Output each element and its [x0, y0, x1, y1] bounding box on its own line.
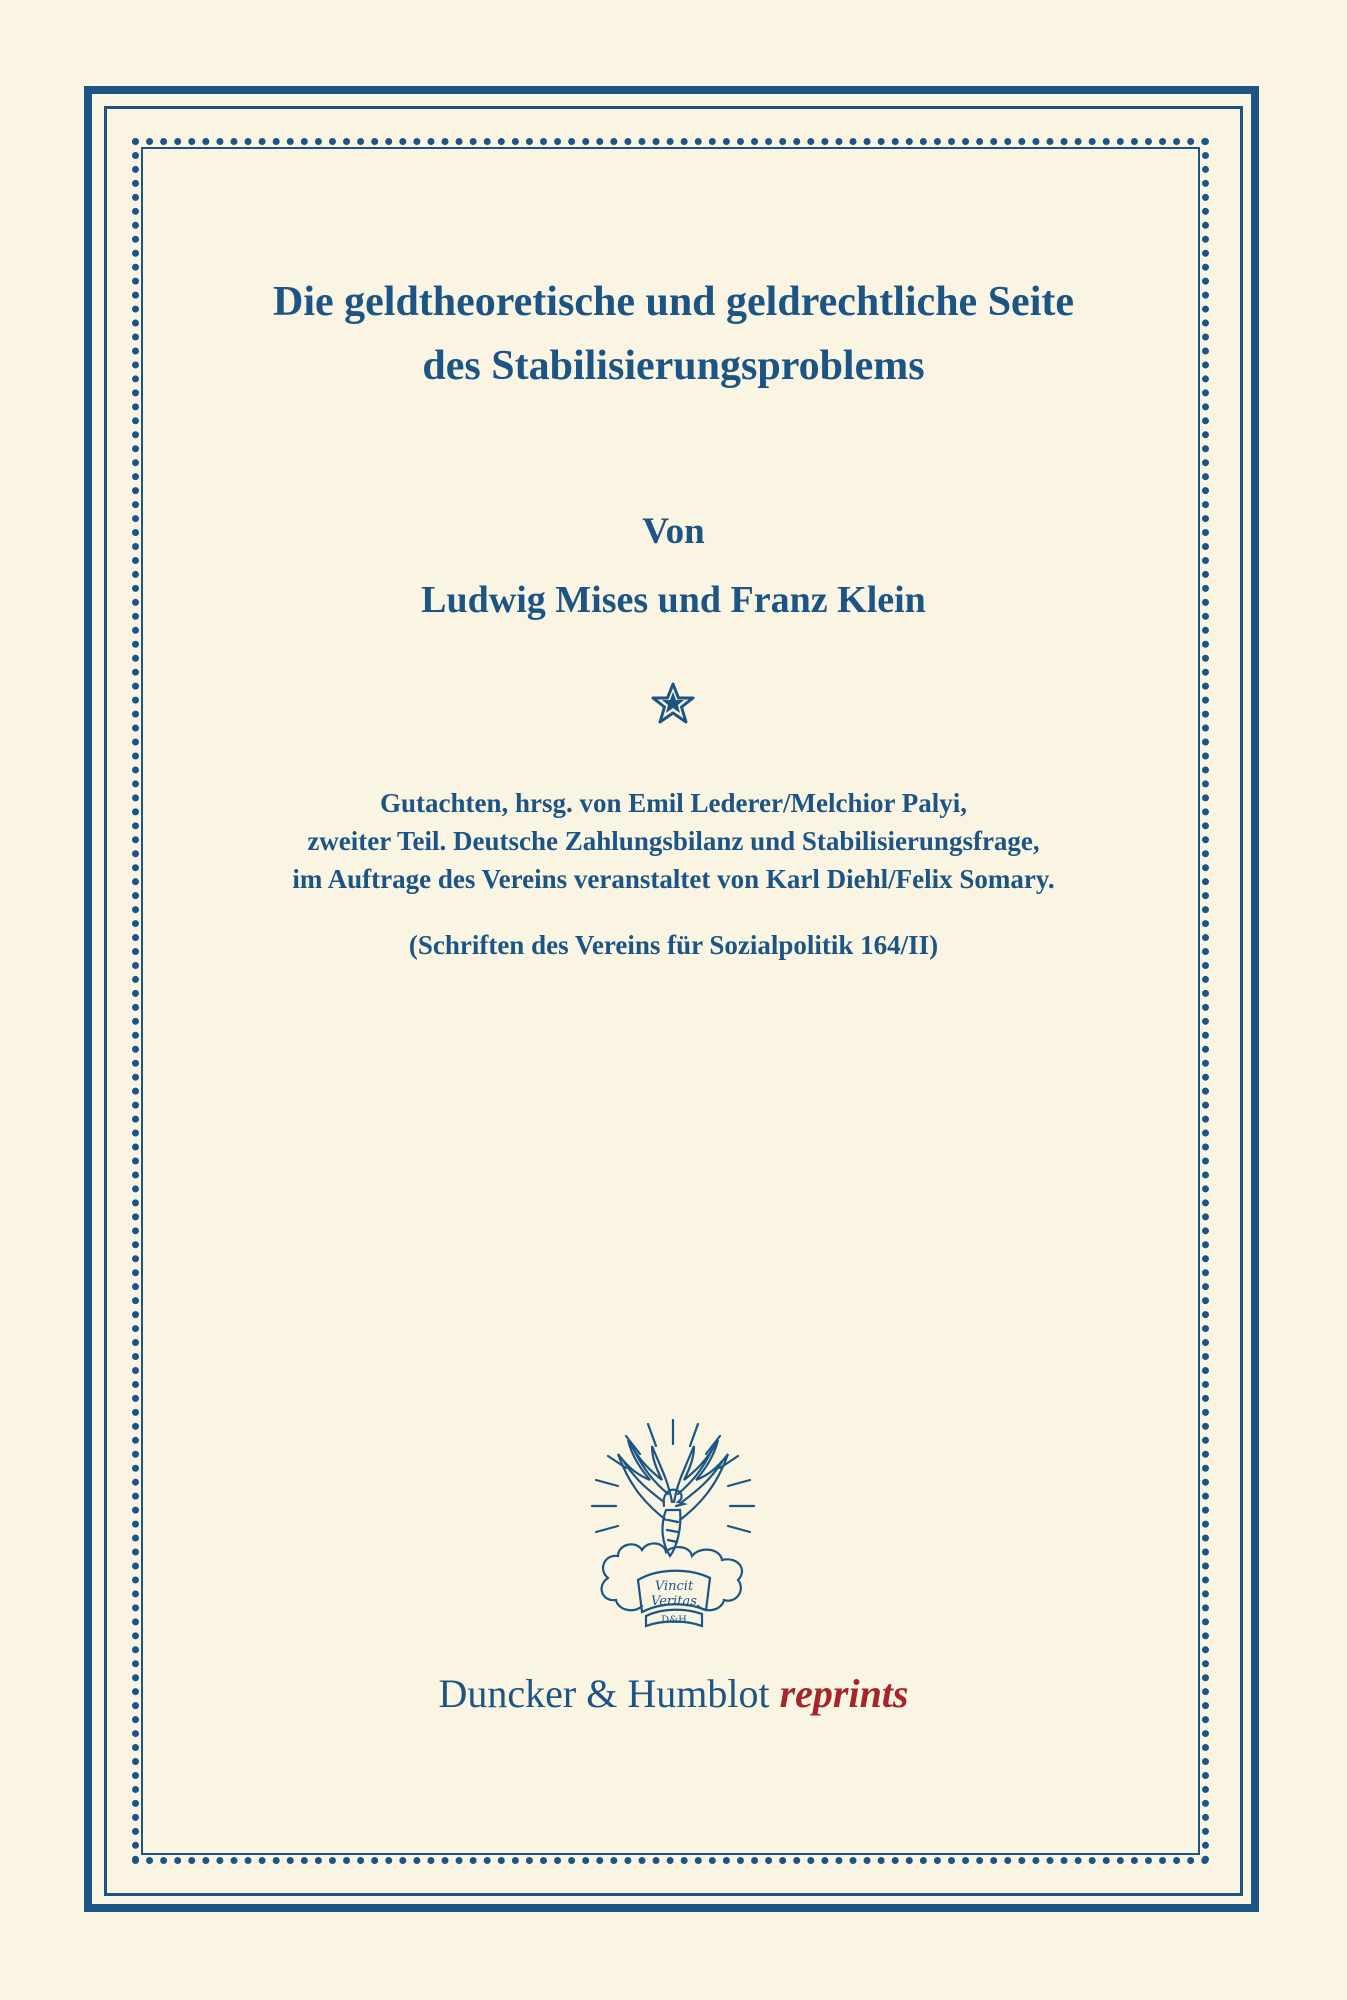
- star-icon: [651, 682, 695, 726]
- logo-motto-line-2: Veritas: [651, 1594, 697, 1609]
- series-line-1: Gutachten, hrsg. von Emil Lederer/Melchior Palyi,: [380, 788, 967, 818]
- logo-motto-line-1: Vincit: [654, 1579, 694, 1594]
- by-label: Von: [642, 511, 705, 552]
- title-line-2: des Stabilisierungsproblems: [422, 343, 925, 389]
- publisher: [170, 1670, 1177, 1717]
- authors: Ludwig Mises und Franz Klein: [421, 579, 926, 621]
- eagle-emblem-icon: [578, 1410, 768, 1628]
- series-line-2: zweiter Teil. Deutsche Zahlungsbilanz und Stabilisierungsfrage,: [307, 826, 1040, 856]
- series-line-3: im Auftrage des Vereins veranstaltet von Karl Diehl/Felix Somary.: [292, 864, 1055, 894]
- series-description: [170, 784, 1177, 898]
- publisher-imprint: reprints: [779, 1671, 909, 1716]
- logo-initials: D&H: [661, 1615, 687, 1626]
- title-line-1: Die geldtheoretische und geldrechtliche Seite: [273, 279, 1074, 325]
- publisher-name: Duncker & Humblot: [438, 1671, 770, 1716]
- series-reference: (Schriften des Vereins für Sozialpolitik 164/II): [408, 930, 939, 960]
- book-title: [170, 270, 1177, 398]
